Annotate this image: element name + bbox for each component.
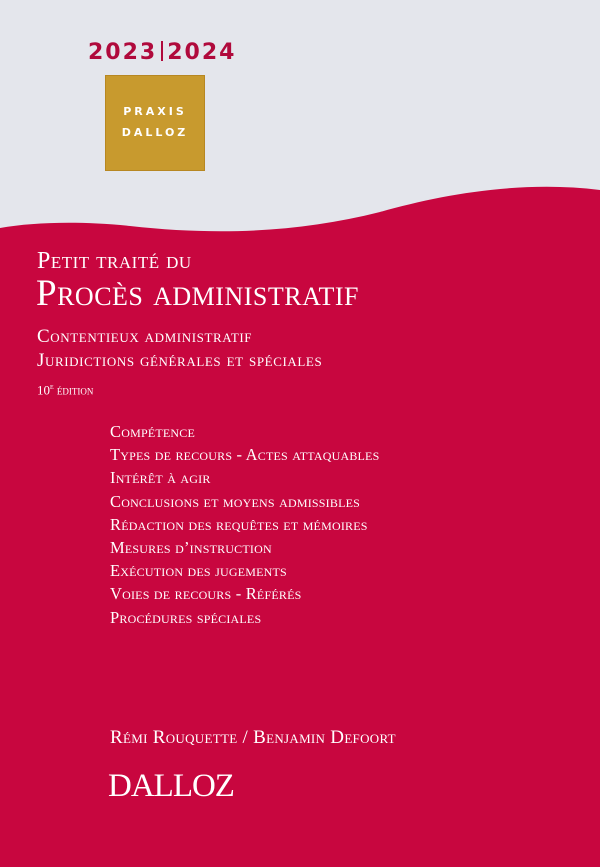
subtitle-line-2: Juridictions générales et spéciales <box>37 350 323 371</box>
edition-number: 10 <box>37 382 50 398</box>
collection-line-1: PRAXIS <box>123 105 187 119</box>
year-end: 2024 <box>167 40 237 65</box>
praxis-dalloz-logo <box>105 75 205 171</box>
book-title: Procès administratif <box>36 273 359 314</box>
edition-label <box>37 382 93 398</box>
list-item: Compétence <box>110 422 196 441</box>
authors: Rémi Rouquette / Benjamin Defoort <box>110 727 396 748</box>
edition-years <box>88 40 236 65</box>
list-item: Types de recours - Actes attaquables <box>110 445 380 465</box>
title-small: Petit traité du <box>37 248 192 274</box>
list-item: Intérêt à agir <box>110 468 211 488</box>
subtitle-line-1: Contentieux administratif <box>37 326 253 347</box>
list-item: Procédures spéciales <box>110 607 262 627</box>
edition-suffix: e <box>50 382 54 391</box>
collection-line-2: DALLOZ <box>121 126 189 139</box>
topic-list <box>110 420 379 629</box>
list-item: Rédaction des requêtes et mémoires <box>110 514 368 534</box>
list-item: Mesures d’instruction <box>110 537 272 557</box>
list-item: Voies de recours - Référés <box>110 584 302 604</box>
year-start: 2023 <box>88 40 158 65</box>
list-item: Exécution des jugements <box>110 561 287 581</box>
edition-word: édition <box>56 382 94 398</box>
publisher-logo: DALLOZ <box>108 768 234 804</box>
year-separator <box>161 41 163 61</box>
list-item: Conclusions et moyens admissibles <box>110 491 360 511</box>
